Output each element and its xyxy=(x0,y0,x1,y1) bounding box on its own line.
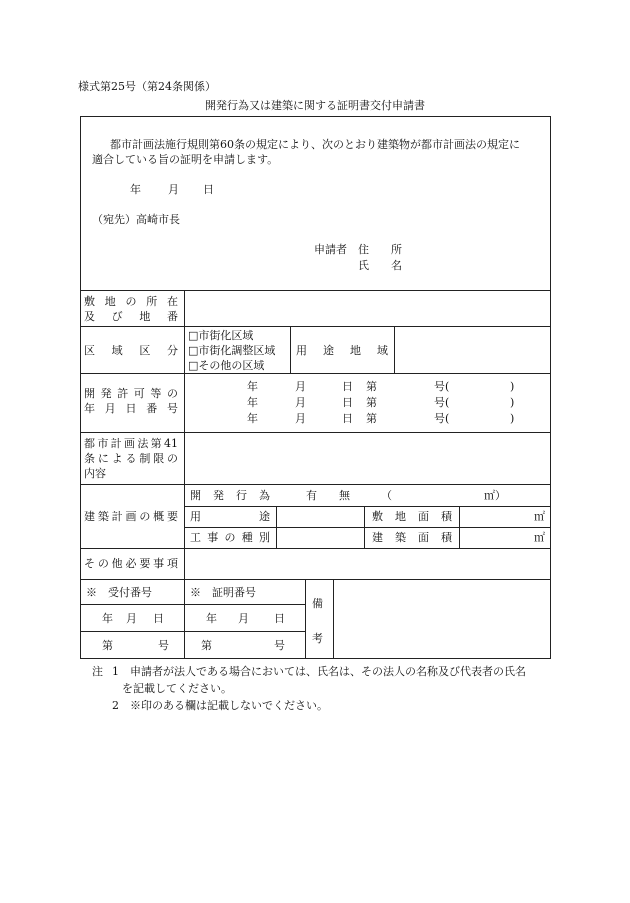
row-divider xyxy=(184,506,551,507)
row-divider xyxy=(80,290,551,291)
intro-line-2: 適合している旨の証明を申請します。 xyxy=(92,153,279,166)
receipt-go: 号 xyxy=(158,639,169,652)
row-divider xyxy=(80,604,305,605)
permit-dai: 第 xyxy=(366,380,377,393)
cell-divider xyxy=(459,506,460,548)
remarks-label-2: 考 xyxy=(312,632,323,645)
cert-day: 日 xyxy=(274,612,285,625)
zoning-option-urbanization[interactable]: □市街化区域 xyxy=(188,329,254,342)
row-divider xyxy=(80,432,551,433)
form-number: 様式第25号（第24条関係） xyxy=(78,80,216,93)
receipt-number-label: ※ 受付番号 xyxy=(86,586,152,599)
frame-right xyxy=(550,116,551,659)
applicant-address-label: 住 所 xyxy=(358,243,402,256)
receipt-month: 月 xyxy=(126,612,137,625)
permit-day: 日 xyxy=(342,412,353,425)
row-divider xyxy=(80,631,305,632)
date-month: 月 xyxy=(168,183,179,196)
permit-label-1: 開発許可等の xyxy=(84,387,178,400)
notes-prefix: 注 xyxy=(92,665,103,678)
cell-divider xyxy=(394,326,395,373)
note-1-line-1: 申請者が法人である場合においては、氏名は、その法人の名称及び代表者の氏名 xyxy=(130,665,526,678)
row-divider xyxy=(184,527,551,528)
cert-year: 年 xyxy=(206,612,217,625)
permit-day: 日 xyxy=(342,396,353,409)
date-day: 日 xyxy=(203,183,214,196)
zoning-option-other[interactable]: □その他の区域 xyxy=(188,359,265,372)
site-area-label: 敷地面積 xyxy=(372,510,452,523)
cert-month: 月 xyxy=(238,612,249,625)
applicant-label: 申請者 xyxy=(314,243,347,256)
frame-top xyxy=(80,116,551,117)
permit-year: 年 xyxy=(247,380,258,393)
paren-close-unit: ㎡） xyxy=(484,489,506,502)
label-column-divider xyxy=(184,290,185,579)
paren-open: （ xyxy=(381,489,392,502)
frame-left xyxy=(80,116,81,659)
permit-year: 年 xyxy=(247,396,258,409)
permit-year: 年 xyxy=(247,412,258,425)
applicant-name-label: 氏 名 xyxy=(358,259,402,272)
permit-go: 号( xyxy=(434,412,450,425)
construction-type-label: 工事の種別 xyxy=(190,531,270,544)
cell-divider xyxy=(184,579,185,659)
row-divider xyxy=(80,579,551,580)
frame-bottom xyxy=(80,658,551,659)
site-location-label-2: 及び地番 xyxy=(84,310,178,323)
development-act-label: 開発行為 xyxy=(190,489,270,502)
zoning-label: 区域区分 xyxy=(84,344,178,357)
use-district-label: 用途地域 xyxy=(296,344,388,357)
document-title: 開発行為又は建築に関する証明書交付申請書 xyxy=(205,99,425,112)
note-1-line-2: を記載してください。 xyxy=(122,682,232,695)
row-divider xyxy=(80,548,551,549)
intro-line-1: 都市計画法施行規則第60条の規定により、次のとおり建築物が都市計画法の規定に xyxy=(110,138,520,151)
site-area-unit: ㎡ xyxy=(534,510,545,523)
cell-divider xyxy=(364,506,365,548)
permit-label-2: 年月日番号 xyxy=(84,402,178,415)
use-label: 用途 xyxy=(190,510,270,523)
row-divider xyxy=(80,326,551,327)
restriction-label-3: 内容 xyxy=(84,467,106,480)
building-plan-label: 建築計画の概要 xyxy=(84,510,178,523)
building-area-unit: ㎡ xyxy=(534,531,545,544)
remarks-label-1: 備 xyxy=(312,597,323,610)
cert-go: 号 xyxy=(274,639,285,652)
cert-dai: 第 xyxy=(201,639,212,652)
cell-divider xyxy=(290,326,291,373)
note-2-text: ※印のある欄は記載しないでください。 xyxy=(130,699,328,712)
permit-close: ) xyxy=(510,380,515,393)
restriction-label-1: 都市計画法第41 xyxy=(84,437,178,450)
restriction-label-2: 条による制限の xyxy=(84,452,178,465)
zoning-option-control[interactable]: □市街化調整区域 xyxy=(188,344,276,357)
certificate-number-label: ※ 証明番号 xyxy=(190,586,256,599)
receipt-day: 日 xyxy=(153,612,164,625)
date-year: 年 xyxy=(130,183,141,196)
permit-dai: 第 xyxy=(366,396,377,409)
addressee: （宛先）高崎市長 xyxy=(92,213,180,226)
presence-label: 有 無 xyxy=(306,489,350,502)
cell-divider xyxy=(333,579,334,659)
permit-close: ) xyxy=(510,412,515,425)
cell-divider xyxy=(305,579,306,659)
row-divider xyxy=(80,373,551,374)
receipt-dai: 第 xyxy=(102,639,113,652)
receipt-year: 年 xyxy=(102,612,113,625)
permit-dai: 第 xyxy=(366,412,377,425)
note-1-number: 1 xyxy=(112,665,119,678)
row-divider xyxy=(80,484,551,485)
permit-go: 号( xyxy=(434,380,450,393)
cell-divider xyxy=(276,506,277,548)
other-label: その他必要事項 xyxy=(84,557,178,570)
permit-month: 月 xyxy=(295,412,306,425)
permit-month: 月 xyxy=(295,396,306,409)
permit-day: 日 xyxy=(342,380,353,393)
site-location-label-1: 敷地の所在 xyxy=(84,295,178,308)
permit-go: 号( xyxy=(434,396,450,409)
permit-month: 月 xyxy=(295,380,306,393)
permit-close: ) xyxy=(510,396,515,409)
note-2-number: 2 xyxy=(112,699,119,712)
building-area-label: 建築面積 xyxy=(372,531,452,544)
